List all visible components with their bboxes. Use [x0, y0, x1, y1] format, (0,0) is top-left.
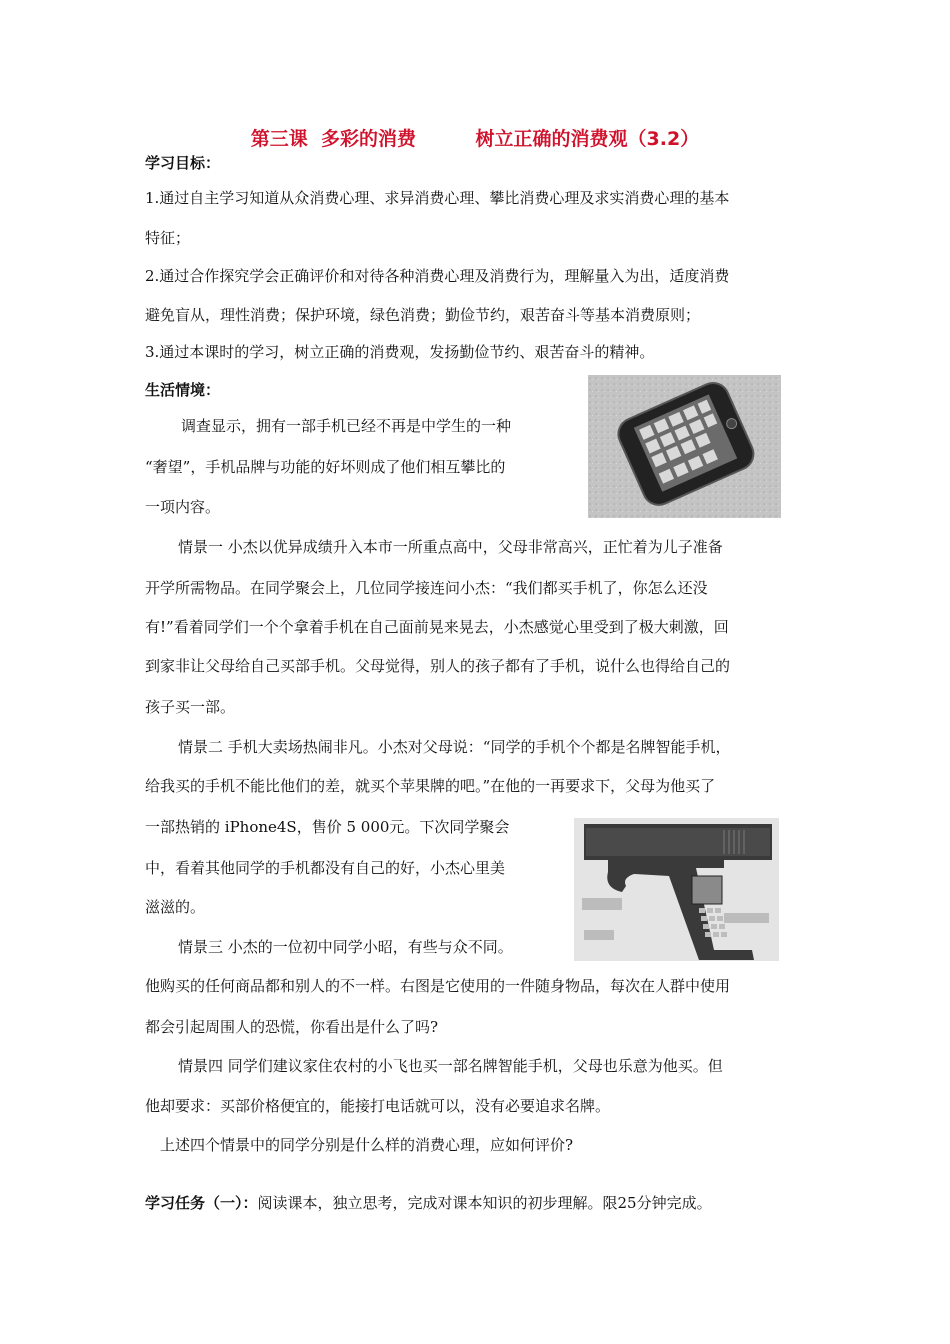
- life-heading: 生活情境：: [145, 381, 221, 399]
- scene3-line: 他购买的任何商品都和别人的不一样。右图是它使用的一件随身物品，每次在人群中使用: [145, 977, 731, 995]
- scene1-line: 到家非让父母给自己买部手机。父母觉得，别人的孩子都有了手机，说什么也得给自己的: [145, 657, 731, 675]
- objective-line: 2.通过合作探究学会正确评价和对待各种消费心理及消费行为，理解量入为出，适度消费: [145, 267, 730, 285]
- objective-line: 3.通过本课时的学习，树立正确的消费观，发扬勤俭节约、艰苦奋斗的精神。: [145, 343, 655, 361]
- task-heading: 学习任务（一）：: [145, 1194, 258, 1212]
- gun-phone-photo: [574, 818, 779, 961]
- scene4-line: 情景四 同学们建议家住农村的小飞也买一部名牌智能手机，父母也乐意为他买。但: [178, 1057, 723, 1075]
- scene3-line: 情景三 小杰的一位初中同学小昭，有些与众不同。: [178, 938, 513, 956]
- scene2-line: 滋滋的。: [145, 898, 206, 916]
- objective-line: 特征；: [145, 229, 191, 247]
- smartphone-image: [588, 375, 781, 518]
- scene4-line: 他却要求：买部价格便宜的，能接打电话就可以，没有必要追求名牌。: [145, 1097, 611, 1115]
- life-intro-line: 调查显示，拥有一部手机已经不再是中学生的一种: [181, 417, 512, 435]
- discussion-question: 上述四个情景中的同学分别是什么样的消费心理，应如何评价?: [160, 1136, 574, 1154]
- smartphone-photo: [588, 375, 781, 518]
- scene2-line: 情景二 手机大卖场热闹非凡。小杰对父母说：“同学的手机个个都是名牌智能手机，: [178, 738, 731, 756]
- scene1-line: 情景一 小杰以优异成绩升入本市一所重点高中，父母非常高兴，正忙着为儿子准备: [178, 538, 723, 556]
- life-intro-line: “奢望”，手机品牌与功能的好坏则成了他们相互攀比的: [145, 458, 506, 476]
- task-text: 阅读课本，独立思考，完成对课本知识的初步理解。限25分钟完成。: [257, 1194, 712, 1212]
- scene2-line: 一部热销的 iPhone4S，售价 5 000元。下次同学聚会: [145, 818, 510, 836]
- scene1-line: 孩子买一部。: [145, 698, 236, 716]
- objective-line: 1.通过自主学习知道从众消费心理、求异消费心理、攀比消费心理及求实消费心理的基本: [145, 189, 730, 207]
- scene2-line: 中，看着其他同学的手机都没有自己的好，小杰心里美: [145, 859, 506, 877]
- scene1-line: 有!”看着同学们一个个拿着手机在自己面前晃来晃去，小杰感觉心里受到了极大刺激，回: [145, 618, 729, 636]
- scene3-line: 都会引起周围人的恐慌，你看出是什么了吗?: [145, 1018, 439, 1036]
- objective-line: 避免盲从，理性消费；保护环境，绿色消费；勤俭节约，艰苦奋斗等基本消费原则；: [145, 306, 701, 324]
- scene1-line: 开学所需物品。在同学聚会上，几位同学接连问小杰：“我们都买手机了，你怎么还没: [145, 579, 708, 597]
- gun-phone-image: [574, 818, 779, 961]
- lesson-title: 第三课 多彩的消费 树立正确的消费观（3.2）: [250, 128, 700, 150]
- scene2-line: 给我买的手机不能比他们的差，就买个苹果牌的吧。”在他的一再要求下，父母为他买了: [145, 777, 716, 795]
- objectives-heading: 学习目标：: [145, 154, 221, 172]
- life-intro-line: 一项内容。: [145, 498, 221, 516]
